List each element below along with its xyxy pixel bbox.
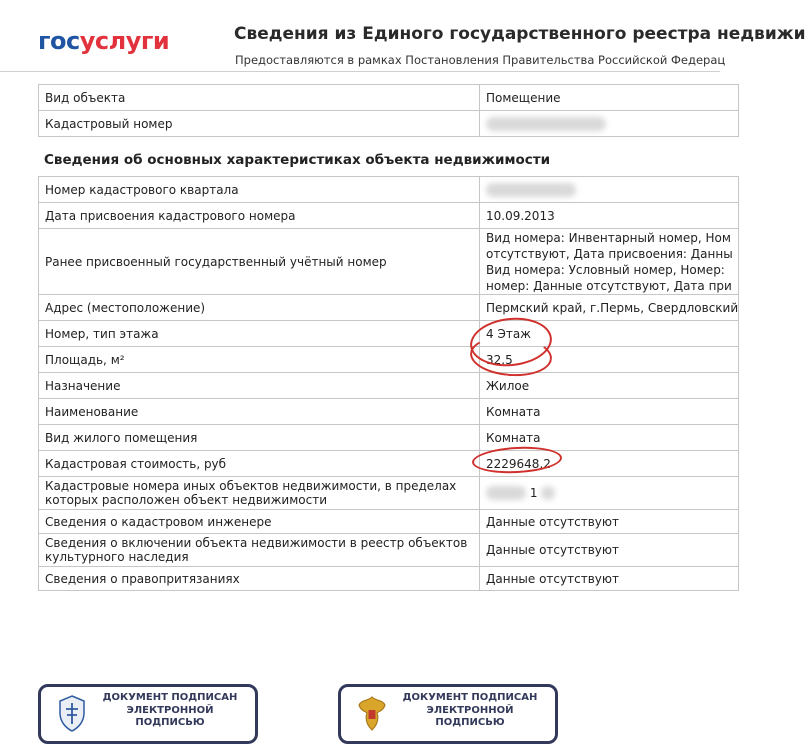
cadastral-number-redacted: [480, 111, 739, 137]
table-row: [39, 177, 739, 203]
table-row: [39, 534, 739, 567]
row-value: Комната: [480, 425, 739, 451]
table-row: [39, 425, 739, 451]
row-label: Вид жилого помещения: [39, 425, 480, 451]
row-label: Кадастровые номера иных объектов недвижимости, в пределах которых расположен объект недвижимости: [39, 477, 480, 510]
signature-stamp-rosreestr: [38, 684, 258, 744]
row-value: Данные отсутствуют: [480, 567, 739, 591]
row-value: Пермский край, г.Пермь, Свердловский: [480, 295, 739, 321]
row-value: Комната: [480, 399, 739, 425]
row-value: Жилое: [480, 373, 739, 399]
row-label: Ранее присвоенный государственный учётный номер: [39, 229, 480, 295]
signature-stamp-gerb: [338, 684, 558, 744]
row-value: 2229648.2: [480, 451, 739, 477]
table-row: [39, 347, 739, 373]
stamp-text: ДОКУМЕНТ ПОДПИСАН ЭЛЕКТРОННОЙ ПОДПИСЬЮ: [102, 692, 238, 728]
characteristics-table: [38, 176, 739, 591]
row-value: 10.09.2013: [480, 203, 739, 229]
table-row: [39, 85, 739, 111]
row-label: Дата присвоения кадастрового номера: [39, 203, 480, 229]
row-label: Сведения о включении объекта недвижимости в реестр объектов культурного наследия: [39, 534, 480, 567]
row-value: Помещение: [480, 85, 739, 111]
table-row: [39, 510, 739, 534]
row-label: Номер, тип этажа: [39, 321, 480, 347]
row-label: Наименование: [39, 399, 480, 425]
row-label: Кадастровая стоимость, руб: [39, 451, 480, 477]
table-row: [39, 451, 739, 477]
row-value: Данные отсутствуют: [480, 534, 739, 567]
row-value: Данные отсутствуют: [480, 510, 739, 534]
document-title: Сведения из Единого государственного реестра недвижи: [234, 24, 806, 44]
row-label: Площадь, м²: [39, 347, 480, 373]
section-title: Сведения об основных характеристиках объекта недвижимости: [44, 152, 551, 168]
rosreestr-emblem-icon: [55, 693, 89, 733]
table-row: [39, 321, 739, 347]
table-row: [39, 373, 739, 399]
row-label: Сведения о кадастровом инженере: [39, 510, 480, 534]
row-value-partly-redacted: 1: [480, 477, 739, 510]
table-row: [39, 477, 739, 510]
row-label: Сведения о правопритязаниях: [39, 567, 480, 591]
quarter-number-redacted: [480, 177, 739, 203]
row-label: Номер кадастрового квартала: [39, 177, 480, 203]
row-value: 4 Этаж: [480, 321, 739, 347]
gosuslugi-logo[interactable]: госуслуги: [38, 27, 170, 55]
double-headed-eagle-icon: [355, 693, 389, 733]
table-row: [39, 567, 739, 591]
stamp-text: ДОКУМЕНТ ПОДПИСАН ЭЛЕКТРОННОЙ ПОДПИСЬЮ: [402, 692, 538, 728]
row-label: Кадастровый номер: [39, 111, 480, 137]
object-info-table: [38, 84, 739, 137]
row-value-multiline: Вид номера: Инвентарный номер, Ном отсутствуют, Дата присвоения: Данны Вид номера: Условный номер, Номер: номер: Данные отсутствуют, Дата при: [480, 229, 739, 295]
row-label: Адрес (местоположение): [39, 295, 480, 321]
document-subtitle: Предоставляются в рамках Постановления Правительства Российской Федерац: [235, 53, 726, 67]
row-label: Вид объекта: [39, 85, 480, 111]
table-row: [39, 295, 739, 321]
table-row: [39, 111, 739, 137]
table-row: [39, 399, 739, 425]
row-label: Назначение: [39, 373, 480, 399]
row-value: 32.5: [480, 347, 739, 373]
page-header: [0, 0, 806, 72]
table-row: [39, 203, 739, 229]
table-row: [39, 229, 739, 295]
